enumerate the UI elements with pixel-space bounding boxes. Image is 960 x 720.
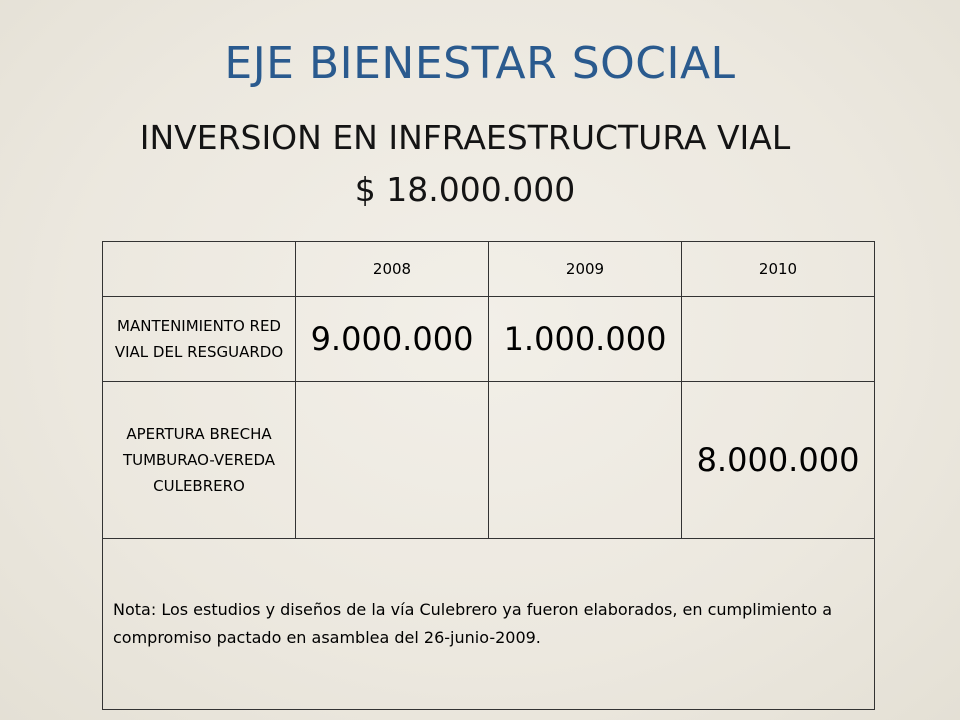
table-row [103, 297, 875, 382]
header-cell-2008: 2008 [296, 242, 489, 297]
header-cell-2009: 2009 [489, 242, 682, 297]
value-cell-2009: 1.000.000 [489, 297, 682, 382]
table-note-row [103, 539, 875, 710]
value-cell-2010 [682, 297, 875, 382]
investment-table [102, 241, 875, 710]
table-row [103, 382, 875, 539]
value-cell-2010: 8.000.000 [682, 382, 875, 539]
value-cell-2008 [296, 382, 489, 539]
note-text: Nota: Los estudios y diseños de la vía Culebrero ya fueron elaborados, en cumplimiento a compromiso pactado en asamblea del 26-junio-2009. [103, 539, 875, 710]
slide-title-line: INVERSION EN INFRAESTRUCTURA VIAL [139, 118, 791, 157]
header-cell-empty [103, 242, 296, 297]
row-label: MANTENIMIENTO RED VIAL DEL RESGUARDO [103, 297, 296, 382]
slide-title [0, 112, 930, 216]
value-cell-2009 [489, 382, 682, 539]
row-label: APERTURA BRECHA TUMBURAO-VEREDA CULEBRERO [103, 382, 296, 539]
slide-heading: EJE BIENESTAR SOCIAL [224, 38, 736, 89]
slide-title-amount: $ 18.000.000 [354, 170, 576, 209]
header-cell-2010: 2010 [682, 242, 875, 297]
table-header-row [103, 242, 875, 297]
value-cell-2008: 9.000.000 [296, 297, 489, 382]
